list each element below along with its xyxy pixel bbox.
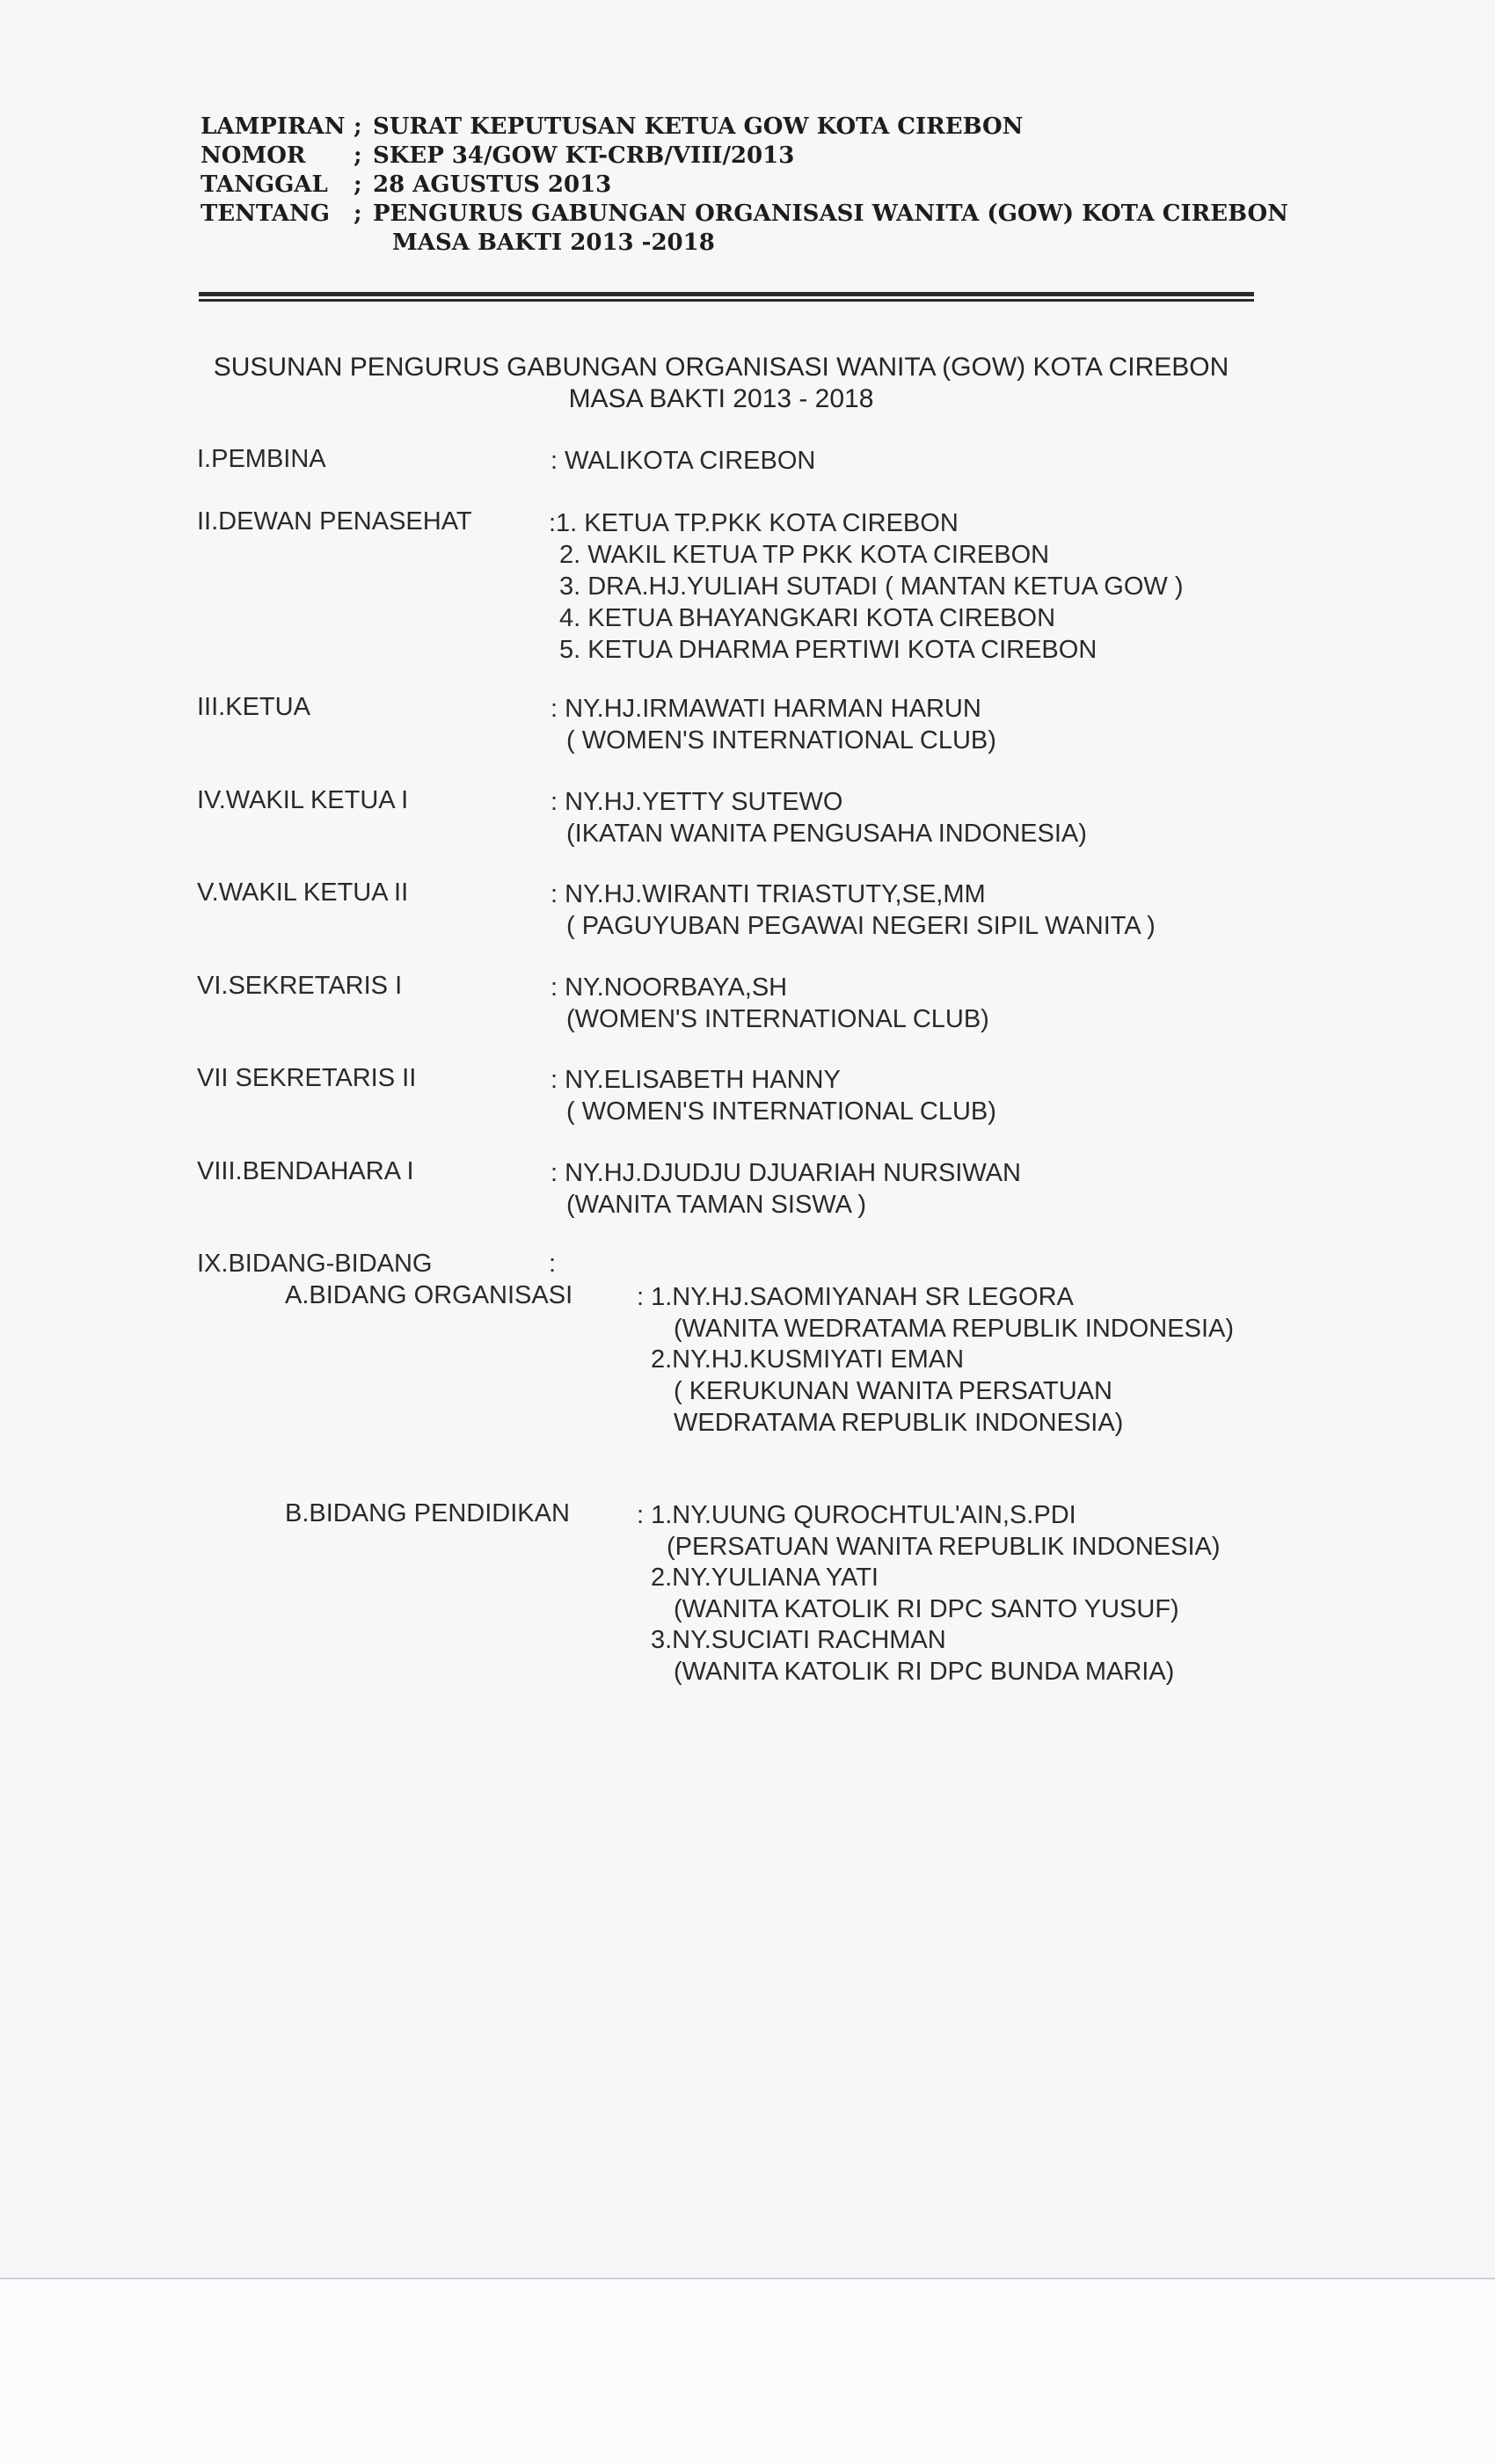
header-label: NOMOR: [201, 142, 306, 169]
header-row-nomor: [201, 142, 1288, 171]
member-name: : NY.HJ.IRMAWATI HARMAN HARUN: [551, 695, 981, 723]
member-organization: ( KERUKUNAN WANITA PERSATUAN: [674, 1377, 1112, 1405]
member-organization: ( PAGUYUBAN PEGAWAI NEGERI SIPIL WANITA ): [566, 912, 1156, 940]
member-name: : NY.HJ.YETTY SUTEWO: [551, 788, 843, 816]
header-continuation: MASA BAKTI 2013 -2018: [392, 230, 715, 256]
header-value: SURAT KEPUTUSAN KETUA GOW KOTA CIREBON: [373, 113, 1024, 140]
member-organization: (WANITA WEDRATAMA REPUBLIK INDONESIA): [674, 1315, 1234, 1343]
member-name: : NY.HJ.WIRANTI TRIASTUTY,SE,MM: [551, 880, 986, 908]
member-block: [637, 1344, 1234, 1437]
member-block: [637, 1624, 1221, 1686]
header-value: 28 AGUSTUS 2013: [373, 171, 612, 198]
member-block: [637, 1562, 1221, 1623]
header-row-tanggal: [201, 171, 1288, 200]
role-value: [549, 507, 1184, 666]
role-value: [551, 445, 815, 477]
member-name: 3.NY.SUCIATI RACHMAN: [651, 1626, 946, 1654]
member-name: : NY.NOORBAYA,SH: [551, 973, 788, 1002]
role-label: IX.BIDANG-BIDANG: [197, 1250, 433, 1278]
role-label: VI.SEKRETARIS I: [197, 972, 403, 1000]
member-organization: (PERSATUAN WANITA REPUBLIK INDONESIA): [667, 1533, 1221, 1561]
bidang-label: B.BIDANG PENDIDIKAN: [285, 1499, 570, 1527]
role-colon: :: [549, 1250, 557, 1278]
member-organization: (WOMEN'S INTERNATIONAL CLUB): [566, 1005, 989, 1033]
header-row-tentang: [201, 200, 1288, 229]
role-value: [551, 1064, 996, 1127]
role-label: VII SEKRETARIS II: [197, 1064, 417, 1092]
member-name: 2.NY.HJ.KUSMIYATI EMAN: [651, 1345, 965, 1374]
member-organization: ( WOMEN'S INTERNATIONAL CLUB): [566, 1097, 996, 1126]
header-value: PENGURUS GABUNGAN ORGANISASI WANITA (GOW) KOTA CIREBON: [373, 200, 1288, 227]
header-separator: ;: [354, 113, 362, 140]
member-block: [637, 1499, 1221, 1561]
role-value: [551, 693, 996, 756]
header-divider: [199, 292, 1254, 296]
role-label: VIII.BENDAHARA I: [197, 1157, 414, 1185]
member-name: : 1.NY.HJ.SAOMIYANAH SR LEGORA: [637, 1283, 1074, 1311]
document-title: [132, 352, 1310, 415]
list-item: 3. DRA.HJ.YULIAH SUTADI ( MANTAN KETUA GOW ): [559, 572, 1184, 601]
header-value: SKEP 34/GOW KT-CRB/VIII/2013: [373, 142, 795, 169]
role-label: I.PEMBINA: [197, 445, 326, 473]
member-name: : 1.NY.UUNG QUROCHTUL'AIN,S.PDI: [637, 1501, 1076, 1529]
role-value: [551, 1157, 1021, 1221]
title-line: SUSUNAN PENGURUS GABUNGAN ORGANISASI WANITA (GOW) KOTA CIREBON: [213, 353, 1229, 382]
member-name: : NY.HJ.DJUDJU DJUARIAH NURSIWAN: [551, 1159, 1021, 1187]
member-name: : NY.ELISABETH HANNY: [551, 1066, 841, 1094]
role-value: [551, 878, 1156, 942]
member-organization: WEDRATAMA REPUBLIK INDONESIA): [674, 1409, 1124, 1437]
list-item: :1. KETUA TP.PKK KOTA CIREBON: [549, 509, 959, 537]
bidang-members: [637, 1281, 1234, 1437]
document-header: [201, 113, 1288, 258]
header-label: TENTANG: [201, 200, 330, 227]
role-label: IV.WAKIL KETUA I: [197, 786, 409, 814]
header-divider: [199, 299, 1254, 302]
header-row-lampiran: [201, 113, 1288, 142]
member-organization: (WANITA KATOLIK RI DPC BUNDA MARIA): [674, 1658, 1175, 1686]
member-name: : WALIKOTA CIREBON: [551, 447, 816, 475]
role-label: II.DEWAN PENASEHAT: [197, 507, 472, 536]
bidang-label: A.BIDANG ORGANISASI: [285, 1281, 573, 1309]
member-name: 2.NY.YULIANA YATI: [651, 1564, 879, 1592]
list-item: 4. KETUA BHAYANGKARI KOTA CIREBON: [559, 604, 1056, 632]
list-item: 2. WAKIL KETUA TP PKK KOTA CIREBON: [559, 541, 1050, 569]
member-organization: (WANITA TAMAN SISWA ): [566, 1191, 867, 1219]
header-label: TANGGAL: [201, 171, 328, 198]
header-separator: ;: [354, 200, 362, 227]
header-label: LAMPIRAN: [201, 113, 346, 140]
list-item: 5. KETUA DHARMA PERTIWI KOTA CIREBON: [559, 636, 1098, 664]
header-separator: ;: [354, 142, 362, 169]
role-label: III.KETUA: [197, 693, 310, 721]
member-organization: (WANITA KATOLIK RI DPC SANTO YUSUF): [674, 1595, 1179, 1623]
member-organization: (IKATAN WANITA PENGUSAHA INDONESIA): [566, 820, 1087, 848]
bidang-members: [637, 1499, 1221, 1687]
role-value: [551, 786, 1087, 849]
header-separator: ;: [354, 171, 362, 198]
role-value: [551, 972, 989, 1035]
title-line: MASA BAKTI 2013 - 2018: [568, 384, 874, 413]
member-organization: ( WOMEN'S INTERNATIONAL CLUB): [566, 726, 996, 755]
member-block: [637, 1281, 1234, 1343]
page-bottom-strip: [0, 2278, 1495, 2464]
role-label: V.WAKIL KETUA II: [197, 878, 409, 907]
